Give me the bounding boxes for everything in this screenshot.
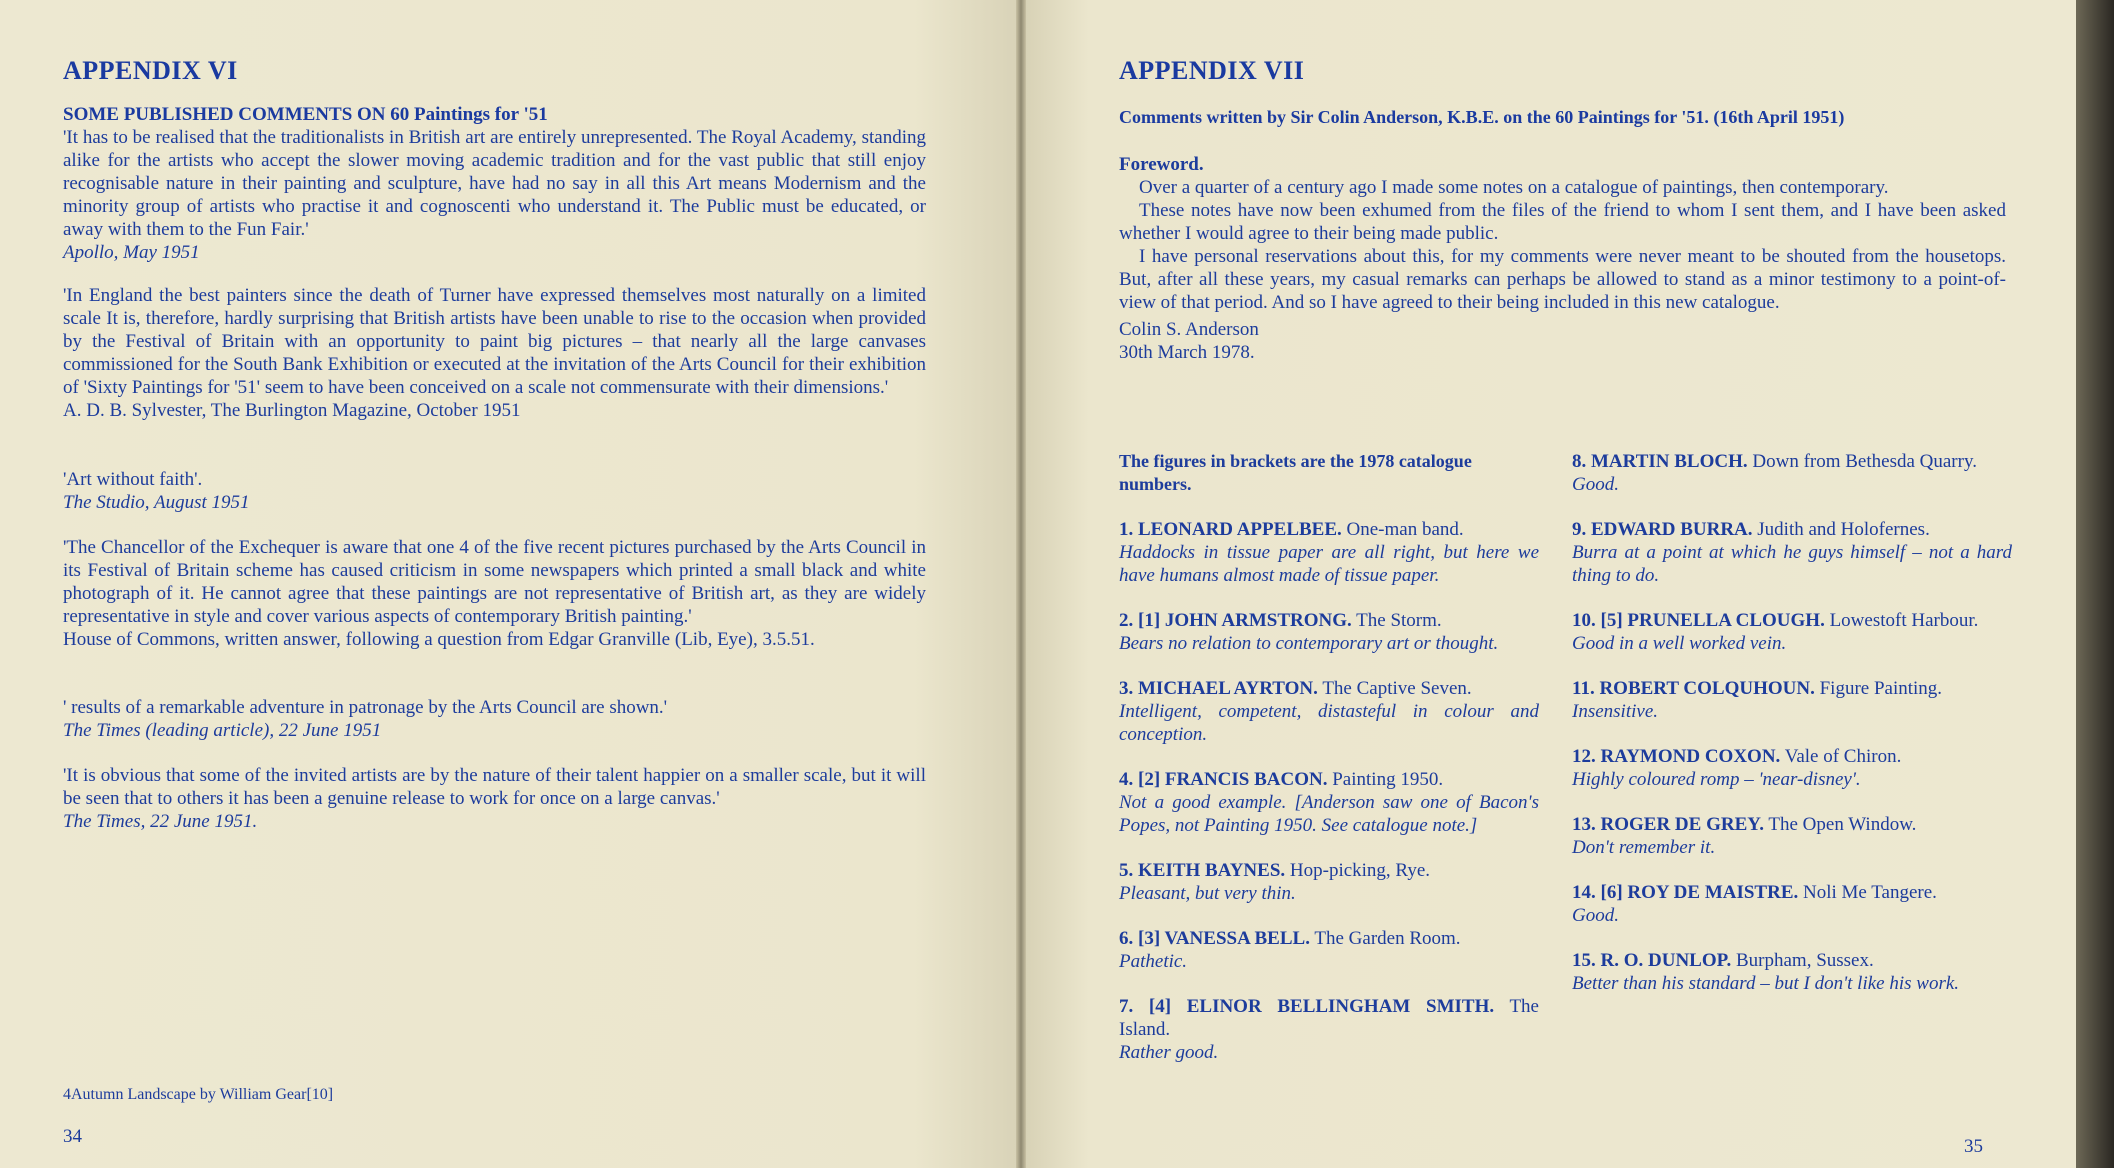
entry-title: The Captive Seven. xyxy=(1322,678,1472,699)
book-edge xyxy=(2076,0,2114,1168)
foreword-paragraph: I have personal reservations about this, for my comments were never meant to be shouted from the housetops. But, after all these years, my casual remarks can perhaps be allowed to stand as a minor testimony to a point-of-view of that period. And so I have agreed to their being included in this new catalogue. xyxy=(1119,246,2006,313)
entry-title: The Storm. xyxy=(1356,610,1442,631)
foreword xyxy=(1119,153,2006,364)
entry-comment: Bears no relation to contemporary art or thought. xyxy=(1119,633,1499,654)
catalogue-entry xyxy=(1119,995,1539,1064)
entry-title: Burpham, Sussex. xyxy=(1735,950,1874,971)
entry-name: 9. EDWARD BURRA. xyxy=(1572,519,1753,540)
entry-comment: Good in a well worked vein. xyxy=(1572,633,1787,654)
quote-source: The Times, 22 June 1951. xyxy=(63,811,258,832)
footnote: 4Autumn Landscape by William Gear[10] xyxy=(63,1086,334,1103)
right-page xyxy=(1026,0,2076,1168)
entries-column-right xyxy=(1572,450,2012,1017)
catalogue-entry xyxy=(1572,745,2012,791)
catalogue-entry xyxy=(1119,609,1539,655)
quote-text: 'It is obvious that some of the invited artists are by the nature of their talent happier on a smaller scale, but it will be seen that to others it has been a genuine release to work for once on a large canvas.' xyxy=(63,765,926,809)
entry-comment: Haddocks in tissue paper are all right, but here we have humans almost made of tissue paper. xyxy=(1119,542,1539,586)
foreword-paragraph: These notes have now been exhumed from the files of the friend to whom I sent them, and I have been asked whether I would agree to their being made public. xyxy=(1119,200,2006,244)
entry-name: 12. RAYMOND COXON. xyxy=(1572,746,1781,767)
quote-source: The Studio, August 1951 xyxy=(63,492,250,513)
catalogue-entry xyxy=(1572,813,2012,859)
catalogue-entry xyxy=(1119,768,1539,837)
quote-source: House of Commons, written answer, following a question from Edgar Granville (Lib, Eye), 3.5.51. xyxy=(63,629,815,650)
entry-name: 13. ROGER DE GREY. xyxy=(1572,814,1764,835)
quote-text: 'Art without faith'. xyxy=(63,469,203,490)
catalogue-entry xyxy=(1572,518,2012,587)
quote-text: 'In England the best painters since the death of Turner have expressed themselves most naturally on a limited scale It is, therefore, hardly surprising that British artists have been unable to rise to the occasion when provided by the Festival of Britain with an opportunity to paint big pictures – that nearly all the large canvases commissioned for the South Bank Exhibition or executed at the invitation of the Arts Council for their exhibition of 'Sixty Paintings for '51' seem to have been conceived on a scale not commensurate with their dimensions.' xyxy=(63,285,926,398)
entry-title: The Island. xyxy=(1119,996,1539,1040)
entry-comment: Intelligent, competent, distasteful in colour and conception. xyxy=(1119,701,1539,745)
page-number-right: 35 xyxy=(1964,1136,1983,1157)
left-page xyxy=(0,0,1016,1168)
catalogue-entry xyxy=(1572,450,2012,496)
entry-comment: Better than his standard – but I don't like his work. xyxy=(1572,973,1960,994)
entry-title: Lowestoft Harbour. xyxy=(1829,610,1979,631)
catalogue-entry xyxy=(1572,881,2012,927)
entry-title: One-man band. xyxy=(1346,519,1464,540)
entry-name: 7. [4] ELINOR BELLINGHAM SMITH. xyxy=(1119,996,1495,1017)
entry-comment: Not a good example. [Anderson saw one of Bacon's Popes, not Painting 1950. See catalogue note.] xyxy=(1119,792,1539,836)
appendix-vii-subheading: Comments written by Sir Colin Anderson, K.B.E. on the 60 Paintings for '51. (16th April 1951) xyxy=(1119,107,1845,127)
entry-title: Figure Painting. xyxy=(1819,678,1943,699)
entry-title: The Garden Room. xyxy=(1314,928,1461,949)
entry-comment: Burra at a point at which he guys himself – not a hard thing to do. xyxy=(1572,542,2012,586)
appendix-vii-heading: APPENDIX VII xyxy=(1119,56,1305,85)
quote-block-4 xyxy=(63,536,926,651)
signature-date: 30th March 1978. xyxy=(1119,342,1255,363)
catalogue-entry xyxy=(1119,927,1539,973)
foreword-paragraph: Over a quarter of a century ago I made some notes on a catalogue of paintings, then contemporary. xyxy=(1139,177,1889,198)
appendix-vi-heading: APPENDIX VI xyxy=(63,56,238,85)
entry-comment: Highly coloured romp – 'near-disney'. xyxy=(1572,769,1861,790)
entry-name: 6. [3] VANESSA BELL. xyxy=(1119,928,1310,949)
quote-block-1 xyxy=(63,126,926,264)
quote-source: A. D. B. Sylvester, The Burlington Magazine, October 1951 xyxy=(63,400,521,421)
entry-comment: Pathetic. xyxy=(1119,951,1188,972)
entry-comment: Don't remember it. xyxy=(1572,837,1716,858)
quote-source: The Times (leading article), 22 June 1951 xyxy=(63,720,382,741)
entry-name: 3. MICHAEL AYRTON. xyxy=(1119,678,1318,699)
entries-column-left xyxy=(1119,450,1539,1086)
entry-name: 5. KEITH BAYNES. xyxy=(1119,860,1286,881)
catalogue-entry xyxy=(1119,518,1539,587)
entry-title: Vale of Chiron. xyxy=(1784,746,1902,767)
entry-comment: Insensitive. xyxy=(1572,701,1659,722)
catalogue-entry xyxy=(1572,609,2012,655)
entry-title: Judith and Holofernes. xyxy=(1757,519,1930,540)
entry-comment: Rather good. xyxy=(1119,1042,1219,1063)
entry-name: 10. [5] PRUNELLA CLOUGH. xyxy=(1572,610,1825,631)
entry-name: 8. MARTIN BLOCH. xyxy=(1572,451,1748,472)
quote-block-3 xyxy=(63,468,926,514)
brackets-note: The figures in brackets are the 1978 catalogue numbers. xyxy=(1119,451,1472,494)
catalogue-entry xyxy=(1119,677,1539,746)
appendix-vi-subheading: SOME PUBLISHED COMMENTS ON 60 Paintings for '51 xyxy=(63,104,548,125)
entry-name: 4. [2] FRANCIS BACON. xyxy=(1119,769,1328,790)
quote-text: ' results of a remarkable adventure in patronage by the Arts Council are shown.' xyxy=(63,697,668,718)
catalogue-entry xyxy=(1119,859,1539,905)
entry-title: Hop-picking, Rye. xyxy=(1289,860,1431,881)
foreword-title: Foreword. xyxy=(1119,154,1204,175)
quote-source: Apollo, May 1951 xyxy=(63,242,200,263)
entry-comment: Good. xyxy=(1572,905,1619,926)
book-gutter xyxy=(1016,0,1026,1168)
entry-name: 2. [1] JOHN ARMSTRONG. xyxy=(1119,610,1352,631)
quote-block-6 xyxy=(63,764,926,833)
entry-title: The Open Window. xyxy=(1768,814,1917,835)
entry-name: 11. ROBERT COLQUHOUN. xyxy=(1572,678,1815,699)
entry-title: Painting 1950. xyxy=(1332,769,1444,790)
quote-text: 'The Chancellor of the Exchequer is aware that one 4 of the five recent pictures purchased by the Arts Council in its Festival of Britain scheme has caused criticism in some newspapers which printed a small black and white photograph of it. He cannot agree that these paintings are not representative of British art, as they are widely representative in style and cover various aspects of contemporary British painting.' xyxy=(63,537,926,627)
page-number-left: 34 xyxy=(63,1126,82,1147)
quote-text: 'It has to be realised that the traditionalists in British art are entirely unrepresented. The Royal Academy, standing alike for the artists who accept the slower moving academic tradition and for the vast public that still enjoy recognisable nature in their painting and sculpture, have had no say in all this Art means Modernism and the minority group of artists who practise it and cognoscenti who understand it. The Public must be educated, or away with them to the Fun Fair.' xyxy=(63,127,926,240)
entry-comment: Good. xyxy=(1572,474,1619,495)
quote-block-2 xyxy=(63,284,926,422)
entry-name: 1. LEONARD APPELBEE. xyxy=(1119,519,1342,540)
entry-title: Noli Me Tangere. xyxy=(1803,882,1937,903)
entry-title: Down from Bethesda Quarry. xyxy=(1752,451,1977,472)
catalogue-entry xyxy=(1572,949,2012,995)
quote-block-5 xyxy=(63,696,926,742)
entry-comment: Pleasant, but very thin. xyxy=(1119,883,1296,904)
signature: Colin S. Anderson xyxy=(1119,319,1259,340)
entry-name: 14. [6] ROY DE MAISTRE. xyxy=(1572,882,1799,903)
entry-name: 15. R. O. DUNLOP. xyxy=(1572,950,1732,971)
catalogue-entry xyxy=(1572,677,2012,723)
